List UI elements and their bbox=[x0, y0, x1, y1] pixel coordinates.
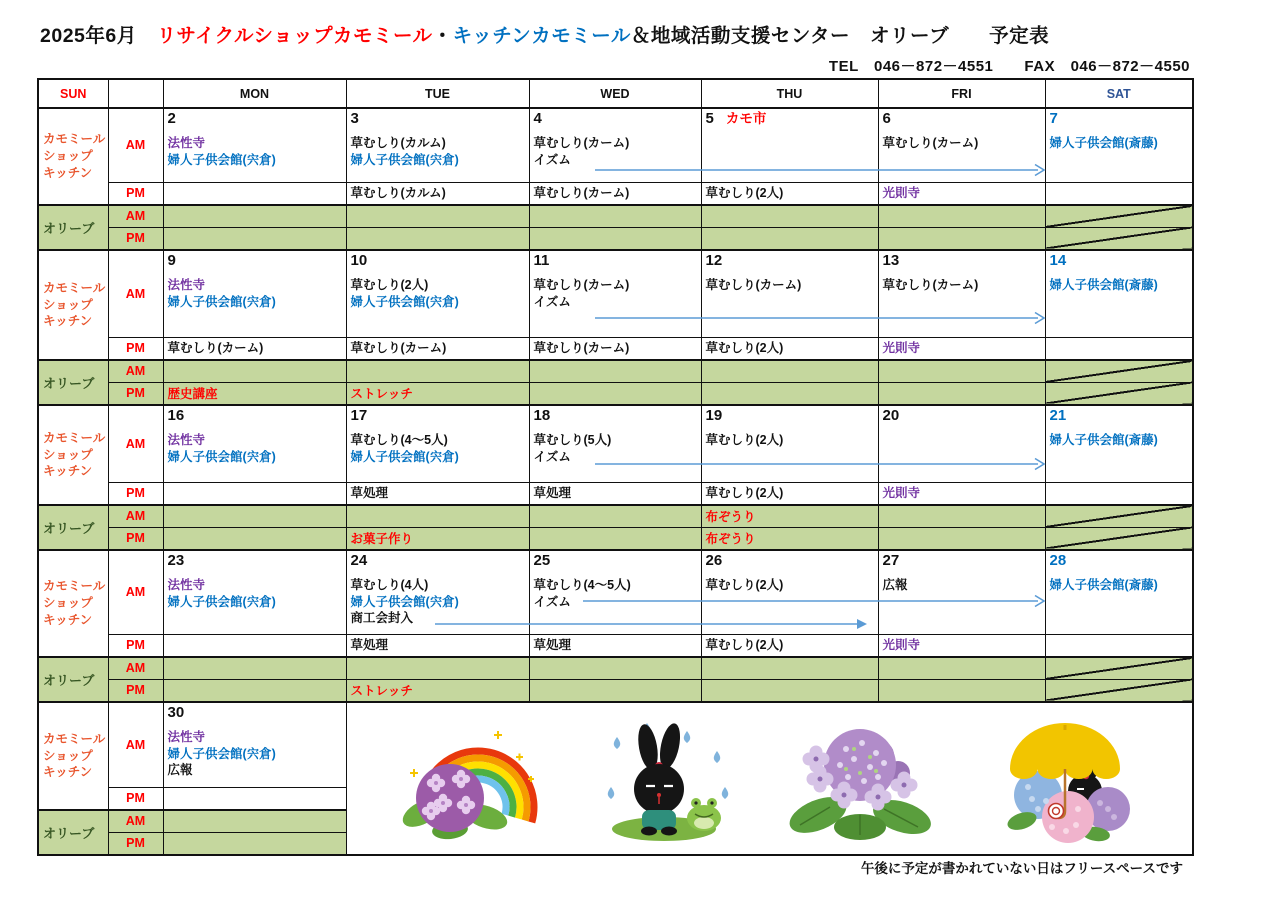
w1-pm-label: PM bbox=[108, 182, 163, 205]
w2-pm-label: PM bbox=[108, 337, 163, 360]
cell-w2-mon-olive-am bbox=[163, 360, 346, 382]
event-entry: 光則寺 bbox=[882, 637, 921, 652]
calendar-table bbox=[37, 78, 1194, 856]
event-entry: 草処理 bbox=[350, 637, 389, 652]
title-shop-name: リサイクルショップカモミール bbox=[156, 25, 433, 47]
date-18: 18 bbox=[533, 407, 551, 424]
date-4: 4 bbox=[533, 110, 542, 127]
date-3: 3 bbox=[350, 110, 359, 127]
rabbit-frog-rain-illustration bbox=[589, 715, 739, 843]
event-entry: 草むしり(4～5人) bbox=[350, 433, 448, 448]
date-19: 19 bbox=[705, 407, 723, 424]
event-entry: 草むしり(カーム) bbox=[533, 136, 630, 151]
event-entry: 婦人子供会館(宍倉) bbox=[350, 449, 459, 464]
chamomile-label-line: ショップ bbox=[43, 748, 93, 763]
w3-olive-am-row bbox=[38, 505, 1193, 527]
chamomile-label-line: カモミール bbox=[43, 280, 106, 295]
event-entry: 法性寺 bbox=[167, 730, 206, 745]
row-label-chamomile bbox=[38, 250, 108, 360]
event-entry: 草むしり(2人) bbox=[350, 278, 429, 293]
event-entry: 草むしり(カーム) bbox=[533, 185, 630, 200]
cell-w1-fri-olive-pm bbox=[878, 227, 1045, 250]
cell-w3-fri-olive-pm bbox=[878, 527, 1045, 550]
w5-chamomile-am-row bbox=[38, 702, 1193, 787]
date-21: 21 bbox=[1049, 407, 1067, 424]
header-tue: TUE bbox=[346, 79, 529, 108]
date-2: 2 bbox=[167, 110, 176, 127]
cell-w3-wed-olive-am bbox=[529, 505, 701, 527]
date-28: 28 bbox=[1049, 552, 1067, 569]
chamomile-label-line: キッチン bbox=[43, 765, 93, 780]
chamomile-label-line: カモミール bbox=[43, 731, 106, 746]
title-kitchen-name: キッチンカモミール bbox=[452, 25, 631, 47]
chamomile-label-line: ショップ bbox=[43, 596, 93, 611]
header-mon: MON bbox=[163, 79, 346, 108]
cell-w1-wed-am bbox=[529, 108, 701, 182]
cell-w2-sat-am bbox=[1045, 250, 1193, 337]
event-entry: 草むしり(カーム) bbox=[533, 340, 630, 355]
cell-w4-tue-olive-pm: ストレッチ bbox=[346, 679, 529, 702]
cell-w5-mon-pm bbox=[163, 787, 346, 810]
event-entry: 婦人子供会館(宍倉) bbox=[167, 746, 276, 761]
w4-olive-pm-label: PM bbox=[108, 679, 163, 702]
cell-w2-tue-olive-am bbox=[346, 360, 529, 382]
cell-w2-sat-pm bbox=[1045, 337, 1193, 360]
cell-w3-mon-pm bbox=[163, 482, 346, 505]
w2-olive-am-label: AM bbox=[108, 360, 163, 382]
cell-w4-sat-pm bbox=[1045, 634, 1193, 657]
cell-w4-wed-olive-pm bbox=[529, 679, 701, 702]
cell-w1-mon-pm bbox=[163, 182, 346, 205]
w4-olive-pm-row bbox=[38, 679, 1193, 702]
event-entry: 法性寺 bbox=[167, 136, 206, 151]
event-entry: 婦人子供会館(斎藤) bbox=[1049, 136, 1158, 151]
date-7: 7 bbox=[1049, 110, 1058, 127]
cell-w3-sat-olive-am bbox=[1045, 505, 1193, 527]
event-entry: イズム bbox=[533, 294, 571, 309]
date-11: 11 bbox=[533, 252, 550, 269]
event-entry: 草むしり(カーム) bbox=[533, 278, 630, 293]
cell-w4-thu-olive-pm bbox=[701, 679, 878, 702]
cell-w5-mon-am bbox=[163, 702, 346, 787]
w3-olive-am-label: AM bbox=[108, 505, 163, 527]
event-entry: 草むしり(2人) bbox=[705, 340, 784, 355]
event-entry: 法性寺 bbox=[167, 433, 206, 448]
cell-w4-fri-pm bbox=[878, 634, 1045, 657]
cell-w3-mon-am bbox=[163, 405, 346, 482]
w1-am-label: AM bbox=[108, 108, 163, 182]
w3-chamomile-am-row bbox=[38, 405, 1193, 482]
w5-am-label: AM bbox=[108, 702, 163, 787]
event-entry: 広報 bbox=[882, 578, 908, 593]
cell-w1-sat-olive-am bbox=[1045, 205, 1193, 227]
event-entry: 草むしり(4人) bbox=[350, 578, 429, 593]
event-entry: 草むしり(カーム) bbox=[350, 340, 447, 355]
cell-w3-mon-olive-pm bbox=[163, 527, 346, 550]
cell-w3-thu-olive-am: 布ぞうり bbox=[701, 505, 878, 527]
w2-chamomile-pm-row bbox=[38, 337, 1193, 360]
event-entry: 草処理 bbox=[350, 485, 389, 500]
w2-olive-pm-row bbox=[38, 382, 1193, 405]
cell-w4-fri-olive-pm bbox=[878, 679, 1045, 702]
date-14: 14 bbox=[1049, 252, 1067, 269]
cell-w3-thu-pm bbox=[701, 482, 878, 505]
illustrations-cell bbox=[346, 702, 1193, 855]
w4-olive-am-label: AM bbox=[108, 657, 163, 679]
cell-w1-tue-am bbox=[346, 108, 529, 182]
june-illustrations bbox=[348, 713, 1192, 845]
event-entry: 草むしり(カーム) bbox=[882, 136, 979, 151]
calendar-table-wrap bbox=[37, 78, 1192, 855]
w4-am-label: AM bbox=[108, 550, 163, 634]
date-12: 12 bbox=[705, 252, 723, 269]
event-entry: 草むしり(4～5人) bbox=[533, 578, 631, 593]
date-note: カモ市 bbox=[725, 111, 767, 126]
cell-w3-thu-am bbox=[701, 405, 878, 482]
chamomile-label-line: キッチン bbox=[43, 314, 93, 329]
cell-w1-sat-olive-pm bbox=[1045, 227, 1193, 250]
cell-w4-thu-olive-am bbox=[701, 657, 878, 679]
cell-w4-thu-am bbox=[701, 550, 878, 634]
cell-w2-mon-am bbox=[163, 250, 346, 337]
event-entry: 草むしり(カルム) bbox=[350, 185, 446, 200]
cell-w3-fri-olive-am bbox=[878, 505, 1045, 527]
cell-w2-fri-olive-pm bbox=[878, 382, 1045, 405]
w2-am-label: AM bbox=[108, 250, 163, 337]
event-entry: 光則寺 bbox=[882, 185, 921, 200]
w1-olive-pm-row bbox=[38, 227, 1193, 250]
cell-w2-tue-olive-pm: ストレッチ bbox=[346, 382, 529, 405]
w3-am-label: AM bbox=[108, 405, 163, 482]
event-entry: 法性寺 bbox=[167, 278, 206, 293]
cell-w4-fri-olive-am bbox=[878, 657, 1045, 679]
chamomile-label-line: ショップ bbox=[43, 149, 93, 164]
cell-w3-sat-pm bbox=[1045, 482, 1193, 505]
event-entry: 草むしり(2人) bbox=[705, 637, 784, 652]
cell-w2-sat-olive-am bbox=[1045, 360, 1193, 382]
cell-w4-mon-olive-pm bbox=[163, 679, 346, 702]
cell-w2-tue-pm bbox=[346, 337, 529, 360]
event-entry: 草むしり(2人) bbox=[705, 185, 784, 200]
header-sun: SUN bbox=[38, 79, 108, 108]
event-entry: 草むしり(2人) bbox=[705, 485, 784, 500]
page-title bbox=[40, 20, 1049, 48]
row-label-olive: オリーブ bbox=[38, 810, 108, 855]
contact-info: TEL 046－872－4551 FAX 046－872－4550 bbox=[828, 58, 1190, 75]
event-entry: 婦人子供会館(宍倉) bbox=[167, 449, 276, 464]
event-entry: 商工会封入 bbox=[350, 610, 414, 625]
event-entry: 婦人子供会館(宍倉) bbox=[167, 152, 276, 167]
row-label-chamomile bbox=[38, 405, 108, 505]
chamomile-label-line: キッチン bbox=[43, 464, 93, 479]
cell-w3-wed-olive-pm bbox=[529, 527, 701, 550]
row-label-olive: オリーブ bbox=[38, 205, 108, 250]
w1-chamomile-pm-row bbox=[38, 182, 1193, 205]
cell-w1-thu-pm bbox=[701, 182, 878, 205]
date-16: 16 bbox=[167, 407, 185, 424]
event-entry: イズム bbox=[533, 449, 571, 464]
cell-w1-mon-olive-am bbox=[163, 205, 346, 227]
rabbit-umbrella-hydrangea-illustration bbox=[980, 715, 1140, 843]
event-entry: 婦人子供会館(宍倉) bbox=[350, 294, 459, 309]
cell-w1-mon-am bbox=[163, 108, 346, 182]
event-entry: 婦人子供会館(宍倉) bbox=[167, 294, 276, 309]
header-wed: WED bbox=[529, 79, 701, 108]
date-24: 24 bbox=[350, 552, 368, 569]
cell-w1-thu-olive-pm bbox=[701, 227, 878, 250]
cell-w4-mon-olive-am bbox=[163, 657, 346, 679]
row-label-olive: オリーブ bbox=[38, 657, 108, 702]
w4-pm-label: PM bbox=[108, 634, 163, 657]
cell-w1-sat-am bbox=[1045, 108, 1193, 182]
date-5: 5 カモ市 bbox=[705, 110, 767, 127]
cell-w4-mon-pm bbox=[163, 634, 346, 657]
cell-w4-sat-olive-am bbox=[1045, 657, 1193, 679]
event-entry: 婦人子供会館(宍倉) bbox=[167, 594, 276, 609]
cell-w1-wed-olive-am bbox=[529, 205, 701, 227]
title-separator: ・ bbox=[432, 25, 453, 47]
cell-w2-tue-am bbox=[346, 250, 529, 337]
event-entry: 草処理 bbox=[533, 485, 572, 500]
cell-w3-sat-am bbox=[1045, 405, 1193, 482]
cell-w3-thu-olive-pm: 布ぞうり bbox=[701, 527, 878, 550]
cell-w1-tue-olive-am bbox=[346, 205, 529, 227]
date-6: 6 bbox=[882, 110, 891, 127]
w3-chamomile-pm-row bbox=[38, 482, 1193, 505]
event-entry: 光則寺 bbox=[882, 340, 921, 355]
cell-w3-wed-pm bbox=[529, 482, 701, 505]
event-entry: 草むしり(カーム) bbox=[705, 278, 802, 293]
w5-pm-label: PM bbox=[108, 787, 163, 810]
date-23: 23 bbox=[167, 552, 185, 569]
chamomile-label-line: カモミール bbox=[43, 579, 106, 594]
event-entry: 草むしり(2人) bbox=[705, 578, 784, 593]
cell-w4-wed-pm bbox=[529, 634, 701, 657]
cell-w3-mon-olive-am bbox=[163, 505, 346, 527]
chamomile-label-line: キッチン bbox=[43, 165, 93, 180]
cell-w4-tue-pm bbox=[346, 634, 529, 657]
cell-w1-fri-pm bbox=[878, 182, 1045, 205]
row-label-olive: オリーブ bbox=[38, 360, 108, 405]
weekday-header-row bbox=[38, 79, 1193, 108]
event-entry: 婦人子供会館(宍倉) bbox=[350, 594, 459, 609]
event-entry: イズム bbox=[533, 594, 571, 609]
date-10: 10 bbox=[350, 252, 368, 269]
w4-olive-am-row bbox=[38, 657, 1193, 679]
event-entry: 草むしり(カーム) bbox=[167, 340, 264, 355]
cell-w5-mon-olive-pm bbox=[163, 832, 346, 855]
cell-w4-sat-olive-pm bbox=[1045, 679, 1193, 702]
chamomile-label-line: ショップ bbox=[43, 297, 93, 312]
cell-w2-thu-pm bbox=[701, 337, 878, 360]
event-entry: 草処理 bbox=[533, 637, 572, 652]
cell-w3-fri-pm bbox=[878, 482, 1045, 505]
w5-olive-am-label: AM bbox=[108, 810, 163, 832]
cell-w2-mon-olive-pm: 歴史講座 bbox=[163, 382, 346, 405]
w1-olive-pm-label: PM bbox=[108, 227, 163, 250]
date-13: 13 bbox=[882, 252, 900, 269]
date-27: 27 bbox=[882, 552, 900, 569]
row-label-chamomile bbox=[38, 108, 108, 205]
header-ampm-spacer bbox=[108, 79, 163, 108]
cell-w4-thu-pm bbox=[701, 634, 878, 657]
chamomile-label-line: カモミール bbox=[43, 132, 106, 147]
title-month: 2025年6月 bbox=[40, 25, 137, 47]
event-entry: 婦人子供会館(斎藤) bbox=[1049, 278, 1158, 293]
w2-chamomile-am-row bbox=[38, 250, 1193, 337]
w2-olive-pm-label: PM bbox=[108, 382, 163, 405]
cell-w3-tue-olive-pm: お菓子作り bbox=[346, 527, 529, 550]
cell-w1-thu-olive-am bbox=[701, 205, 878, 227]
date-20: 20 bbox=[882, 407, 900, 424]
w1-olive-am-row bbox=[38, 205, 1193, 227]
w4-chamomile-pm-row bbox=[38, 634, 1193, 657]
cell-w1-wed-pm bbox=[529, 182, 701, 205]
event-entry: 草むしり(カーム) bbox=[882, 278, 979, 293]
w3-pm-label: PM bbox=[108, 482, 163, 505]
event-entry: イズム bbox=[533, 152, 571, 167]
w2-olive-am-row bbox=[38, 360, 1193, 382]
date-17: 17 bbox=[350, 407, 368, 424]
event-entry: 草むしり(5人) bbox=[533, 433, 612, 448]
cell-w2-wed-olive-pm bbox=[529, 382, 701, 405]
event-entry: 婦人子供会館(斎藤) bbox=[1049, 578, 1158, 593]
cell-w5-mon-olive-am bbox=[163, 810, 346, 832]
row-label-chamomile bbox=[38, 550, 108, 657]
header-fri: FRI bbox=[878, 79, 1045, 108]
cell-w2-fri-pm bbox=[878, 337, 1045, 360]
date-26: 26 bbox=[705, 552, 723, 569]
event-entry: 法性寺 bbox=[167, 578, 206, 593]
cell-w2-mon-pm bbox=[163, 337, 346, 360]
cell-w3-fri-am bbox=[878, 405, 1045, 482]
cell-w4-sat-am bbox=[1045, 550, 1193, 634]
event-entry: 光則寺 bbox=[882, 485, 921, 500]
event-entry: 婦人子供会館(宍倉) bbox=[350, 152, 459, 167]
header-thu: THU bbox=[701, 79, 878, 108]
cell-w2-thu-am bbox=[701, 250, 878, 337]
cell-w1-fri-am bbox=[878, 108, 1045, 182]
cell-w1-fri-olive-am bbox=[878, 205, 1045, 227]
cell-w3-sat-olive-pm bbox=[1045, 527, 1193, 550]
w1-olive-am-label: AM bbox=[108, 205, 163, 227]
date-25: 25 bbox=[533, 552, 551, 569]
cell-w4-tue-olive-am bbox=[346, 657, 529, 679]
cell-w4-wed-am bbox=[529, 550, 701, 634]
cell-w1-thu-am bbox=[701, 108, 878, 182]
rainbow-hydrangea-illustration bbox=[398, 715, 548, 843]
hydrangea-flowers-illustration bbox=[780, 715, 940, 843]
w5-olive-pm-label: PM bbox=[108, 832, 163, 855]
header-sat: SAT bbox=[1045, 79, 1193, 108]
cell-w2-thu-olive-am bbox=[701, 360, 878, 382]
cell-w3-wed-am bbox=[529, 405, 701, 482]
row-label-olive: オリーブ bbox=[38, 505, 108, 550]
event-entry: 草むしり(カルム) bbox=[350, 136, 446, 151]
cell-w2-sat-olive-pm bbox=[1045, 382, 1193, 405]
cell-w1-mon-olive-pm bbox=[163, 227, 346, 250]
row-label-chamomile bbox=[38, 702, 108, 810]
cell-w4-tue-am bbox=[346, 550, 529, 634]
cell-w1-tue-olive-pm bbox=[346, 227, 529, 250]
w4-chamomile-am-row bbox=[38, 550, 1193, 634]
cell-w2-thu-olive-pm bbox=[701, 382, 878, 405]
chamomile-label-line: カモミール bbox=[43, 430, 106, 445]
cell-w2-fri-olive-am bbox=[878, 360, 1045, 382]
cell-w3-tue-am bbox=[346, 405, 529, 482]
cell-w4-wed-olive-am bbox=[529, 657, 701, 679]
cell-w1-sat-pm bbox=[1045, 182, 1193, 205]
cell-w2-wed-am bbox=[529, 250, 701, 337]
cell-w1-wed-olive-pm bbox=[529, 227, 701, 250]
cell-w2-wed-pm bbox=[529, 337, 701, 360]
cell-w4-mon-am bbox=[163, 550, 346, 634]
date-30: 30 bbox=[167, 704, 185, 721]
w3-olive-pm-row bbox=[38, 527, 1193, 550]
event-entry: 草むしり(2人) bbox=[705, 433, 784, 448]
cell-w2-wed-olive-am bbox=[529, 360, 701, 382]
event-entry: 広報 bbox=[167, 762, 193, 777]
cell-w3-tue-pm bbox=[346, 482, 529, 505]
chamomile-label-line: ショップ bbox=[43, 447, 93, 462]
chamomile-label-line: キッチン bbox=[43, 612, 93, 627]
cell-w4-fri-am bbox=[878, 550, 1045, 634]
date-9: 9 bbox=[167, 252, 176, 269]
cell-w2-fri-am bbox=[878, 250, 1045, 337]
footnote: 午後に予定が書かれていない日はフリースペースです bbox=[860, 861, 1183, 876]
cell-w3-tue-olive-am bbox=[346, 505, 529, 527]
title-rest: ＆地域活動支援センター オリーブ 予定表 bbox=[630, 25, 1050, 47]
cell-w1-tue-pm bbox=[346, 182, 529, 205]
event-entry: 婦人子供会館(斎藤) bbox=[1049, 433, 1158, 448]
w3-olive-pm-label: PM bbox=[108, 527, 163, 550]
w1-chamomile-am-row bbox=[38, 108, 1193, 182]
